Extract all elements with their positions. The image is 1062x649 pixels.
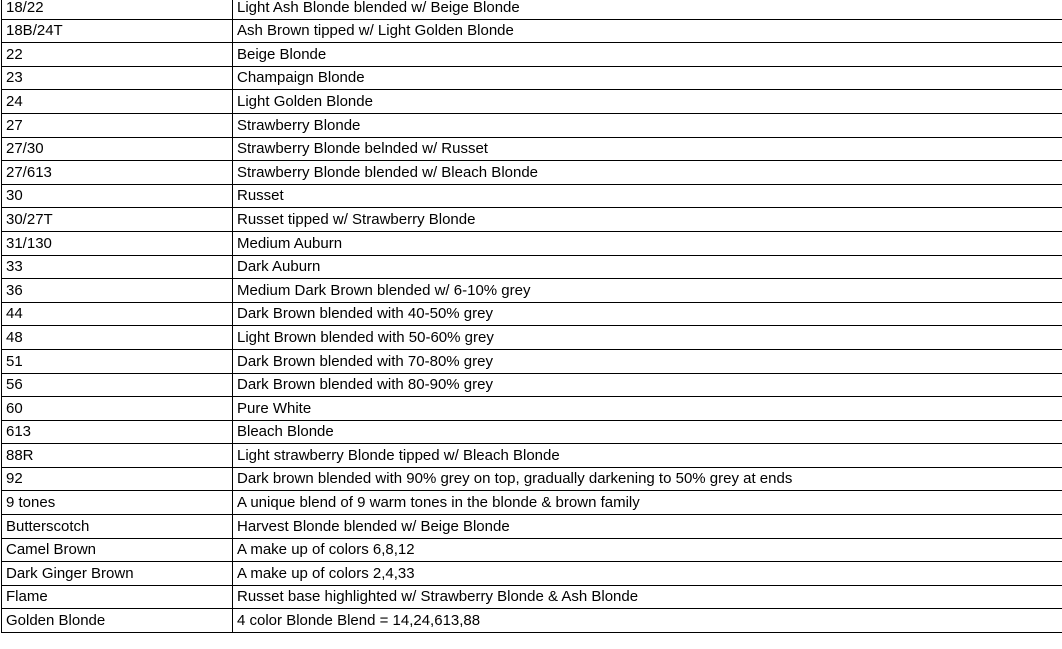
color-code-cell[interactable]: 30 [2,184,233,208]
table-row [2,397,1062,421]
table-row [2,184,1062,208]
table-row [2,208,1062,232]
table-row [2,279,1062,303]
table-row [2,0,1062,19]
color-code-cell[interactable]: 56 [2,373,233,397]
color-chart-table [1,0,1062,633]
table-row [2,19,1062,43]
table-row [2,609,1062,633]
color-code-cell[interactable]: 23 [2,66,233,90]
color-code-cell[interactable]: 18/22 [2,0,233,19]
table-row [2,231,1062,255]
color-code-cell[interactable]: Golden Blonde [2,609,233,633]
table-row [2,90,1062,114]
color-description-cell[interactable]: Light Brown blended with 50-60% grey [233,326,1062,350]
color-code-cell[interactable]: 30/27T [2,208,233,232]
color-code-cell[interactable]: Butterscotch [2,515,233,539]
color-code-cell[interactable]: 9 tones [2,491,233,515]
color-description-cell[interactable]: Medium Auburn [233,231,1062,255]
color-description-cell[interactable]: Champaign Blonde [233,66,1062,90]
table-row [2,113,1062,137]
color-code-cell[interactable]: 27/30 [2,137,233,161]
table-row [2,326,1062,350]
color-description-cell[interactable]: Light Golden Blonde [233,90,1062,114]
color-code-cell[interactable]: 31/130 [2,231,233,255]
table-row [2,585,1062,609]
color-description-cell[interactable]: Dark brown blended with 90% grey on top, gradually darkening to 50% grey at ends [233,467,1062,491]
table-row [2,562,1062,586]
color-description-cell[interactable]: Light strawberry Blonde tipped w/ Bleach Blonde [233,444,1062,468]
color-description-cell[interactable]: 4 color Blonde Blend = 14,24,613,88 [233,609,1062,633]
table-row [2,66,1062,90]
table-row [2,161,1062,185]
color-code-cell[interactable]: Flame [2,585,233,609]
table-row [2,373,1062,397]
table-row [2,137,1062,161]
color-description-cell[interactable]: Dark Brown blended with 70-80% grey [233,349,1062,373]
table-row [2,255,1062,279]
color-description-cell[interactable]: Dark Brown blended with 40-50% grey [233,302,1062,326]
color-description-cell[interactable]: A make up of colors 6,8,12 [233,538,1062,562]
color-code-cell[interactable]: 92 [2,467,233,491]
color-code-cell[interactable]: 36 [2,279,233,303]
table-row [2,538,1062,562]
color-code-cell[interactable]: 24 [2,90,233,114]
color-code-cell[interactable]: 27 [2,113,233,137]
color-description-cell[interactable]: Ash Brown tipped w/ Light Golden Blonde [233,19,1062,43]
color-code-cell[interactable]: 51 [2,349,233,373]
color-description-cell[interactable]: Light Ash Blonde blended w/ Beige Blonde [233,0,1062,19]
color-code-cell[interactable]: 613 [2,420,233,444]
color-code-cell[interactable]: 60 [2,397,233,421]
table-row [2,420,1062,444]
color-description-cell[interactable]: Dark Brown blended with 80-90% grey [233,373,1062,397]
color-description-cell[interactable]: Dark Auburn [233,255,1062,279]
color-description-cell[interactable]: Russet base highlighted w/ Strawberry Blonde & Ash Blonde [233,585,1062,609]
color-description-cell[interactable]: Pure White [233,397,1062,421]
table-row [2,467,1062,491]
color-code-cell[interactable]: 48 [2,326,233,350]
color-description-cell[interactable]: Strawberry Blonde blended w/ Bleach Blonde [233,161,1062,185]
color-code-cell[interactable]: Dark Ginger Brown [2,562,233,586]
table-row [2,349,1062,373]
table-row [2,515,1062,539]
color-code-cell[interactable]: 22 [2,43,233,67]
table-row [2,444,1062,468]
color-description-cell[interactable]: Strawberry Blonde [233,113,1062,137]
table-row [2,43,1062,67]
color-description-cell[interactable]: Bleach Blonde [233,420,1062,444]
color-description-cell[interactable]: A unique blend of 9 warm tones in the blonde & brown family [233,491,1062,515]
color-code-cell[interactable]: 27/613 [2,161,233,185]
color-code-cell[interactable]: 18B/24T [2,19,233,43]
table-row [2,491,1062,515]
color-description-cell[interactable]: Russet tipped w/ Strawberry Blonde [233,208,1062,232]
color-code-cell[interactable]: 33 [2,255,233,279]
color-code-cell[interactable]: 44 [2,302,233,326]
color-description-cell[interactable]: Harvest Blonde blended w/ Beige Blonde [233,515,1062,539]
color-description-cell[interactable]: Russet [233,184,1062,208]
color-chart-body [2,0,1062,633]
color-description-cell[interactable]: A make up of colors 2,4,33 [233,562,1062,586]
color-code-cell[interactable]: Camel Brown [2,538,233,562]
color-description-cell[interactable]: Beige Blonde [233,43,1062,67]
table-row [2,302,1062,326]
color-description-cell[interactable]: Strawberry Blonde belnded w/ Russet [233,137,1062,161]
color-description-cell[interactable]: Medium Dark Brown blended w/ 6-10% grey [233,279,1062,303]
color-code-cell[interactable]: 88R [2,444,233,468]
